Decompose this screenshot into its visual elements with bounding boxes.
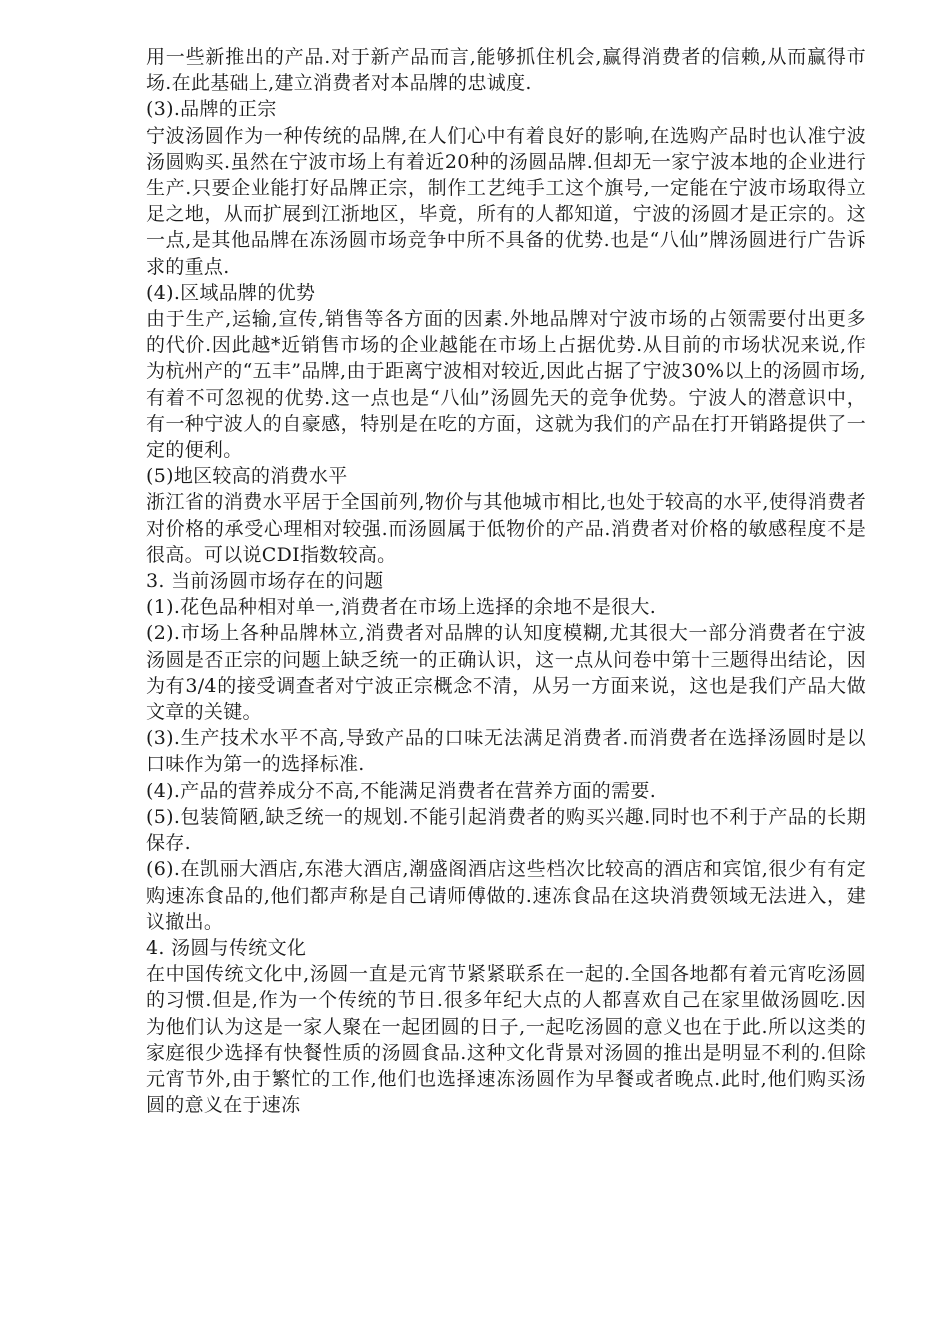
list-item-problem-6: (6).在凯丽大酒店,东港大酒店,潮盛阁酒店这些档次比较高的酒店和宾馆,很少有有定购速冻食品的,他们都声称是自己请师傅做的.速冻食品在这块消费领域无法进入，建议撤出。 <box>146 858 866 933</box>
list-item-problem-2: (2).市场上各种品牌林立,消费者对品牌的认知度模糊,尤其很大一部分消费者在宁波汤圆是否正宗的问题上缺乏统一的正确认识，这一点从问卷中第十三题得出结论，因为有3/4的接受调查者对宁波正宗概念不清，从另一方面来说，这也是我们产品大做文章的关键。 <box>146 622 866 724</box>
paragraph-brand-authenticity: 宁波汤圆作为一种传统的品牌,在人们心中有着良好的影响,在选购产品时也认准宁波汤圆购买.虽然在宁波市场上有着近20种的汤圆品牌.但却无一家宁波本地的企业进行生产.只要企业能打好品牌正宗，制作工艺纯手工这个旗号,一定能在宁波市场取得立足之地，从而扩展到江浙地区，毕竟，所有的人都知道，宁波的汤圆才是正宗的。这一点,是其他品牌在冻汤圆市场竞争中所不具备的优势.也是“八仙”牌汤圆进行广告诉求的重点. <box>146 124 866 278</box>
section-heading-market-problems: 3. 当前汤圆市场存在的问题 <box>146 570 384 593</box>
section-heading-regional-brand: (4).区域品牌的优势 <box>146 281 316 304</box>
list-item-problem-4: (4).产品的营养成分不高,不能满足消费者在营养方面的需要. <box>146 779 657 802</box>
paragraph-traditional-culture: 在中国传统文化中,汤圆一直是元宵节紧紧联系在一起的.全国各地都有着元宵吃汤圆的习惯.但是,作为一个传统的节日.很多年纪大点的人都喜欢自己在家里做汤圆吃.因为他们认为这是一家人聚在一起团圆的日子,一起吃汤圆的意义也在于此.所以这类的家庭很少选择有快餐性质的汤圆食品.这种文化背景对汤圆的推出是明显不利的.但除元宵节外,由于繁忙的工作,他们也选择速冻汤圆作为早餐或者晚点.此时,他们购买汤圆的意义在于速冻 <box>146 963 866 1117</box>
section-heading-consumption-level: (5)地区较高的消费水平 <box>146 465 348 488</box>
paragraph-consumption-level: 浙江省的消费水平居于全国前列,物价与其他城市相比,也处于较高的水平,使得消费者对价格的承受心理相对较强.而汤圆属于低物价的产品.消费者对价格的敏感程度不是很高。可以说CDI指数较高。 <box>146 491 866 566</box>
list-item-problem-1: (1).花色品种相对单一,消费者在市场上选择的余地不是很大. <box>146 596 657 619</box>
section-heading-brand-authenticity: (3).品牌的正宗 <box>146 98 277 121</box>
paragraph-regional-brand: 由于生产,运输,宣传,销售等各方面的因素.外地品牌对宁波市场的占领需要付出更多的代价.因此越*近销售市场的企业越能在市场上占据优势.从目前的市场状况来说,作为杭州产的“五丰”品牌,由于距离宁波相对较近,因此占据了宁波30%以上的汤圆市场,有着不可忽视的优势.这一点也是“八仙”汤圆先天的竞争优势。宁波人的潜意识中，有一种宁波人的自豪感，特别是在吃的方面，这就为我们的产品在打开销路提供了一定的便利。 <box>146 308 866 462</box>
list-item-problem-3: (3).生产技术水平不高,导致产品的口味无法满足消费者.而消费者在选择汤圆时是以口味作为第一的选择标准. <box>146 727 866 776</box>
section-heading-traditional-culture: 4. 汤圆与传统文化 <box>146 936 307 959</box>
paragraph-intro-continuation: 用一些新推出的产品.对于新产品而言,能够抓住机会,赢得消费者的信赖,从而赢得市场.在此基础上,建立消费者对本品牌的忠诚度. <box>146 46 866 95</box>
document-body <box>146 44 866 1118</box>
list-item-problem-5: (5).包装简陋,缺乏统一的规划.不能引起消费者的购买兴趣.同时也不利于产品的长期保存. <box>146 805 866 855</box>
